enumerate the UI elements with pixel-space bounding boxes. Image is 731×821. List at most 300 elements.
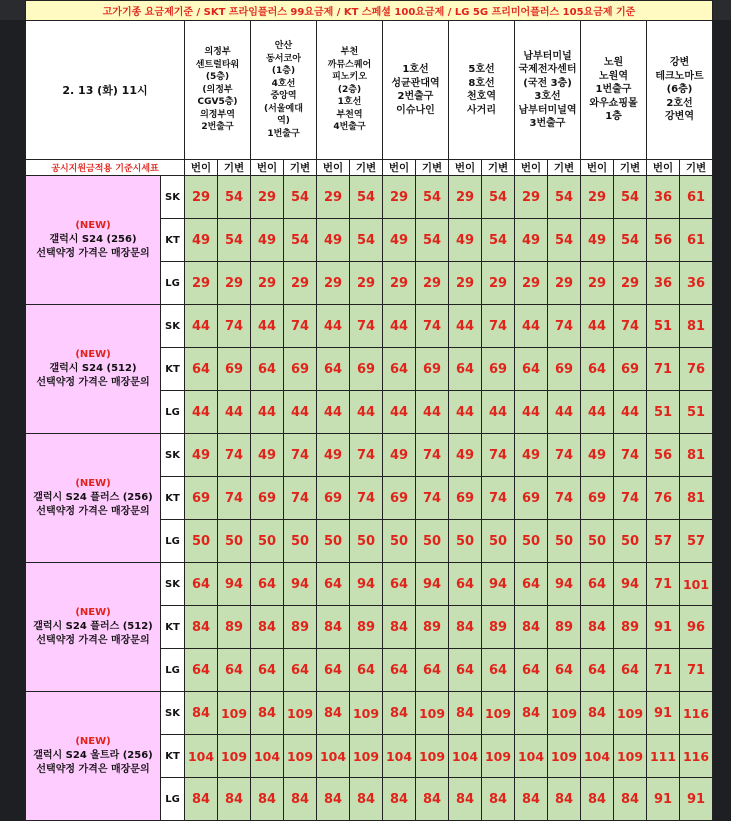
price-value: 49 [185, 434, 218, 477]
device-change-label: 기변 [284, 160, 317, 176]
price-value: 56 [647, 434, 680, 477]
store-header [317, 21, 383, 160]
price-value: 64 [614, 649, 647, 692]
price-value: 29 [383, 176, 416, 219]
price-value: 84 [383, 778, 416, 821]
price-value: 50 [482, 520, 515, 563]
price-value: 69 [251, 477, 284, 520]
price-value: 29 [317, 262, 350, 305]
price-value: 94 [284, 563, 317, 606]
price-value: 89 [284, 606, 317, 649]
device-change-label: 기변 [218, 160, 251, 176]
price-value: 57 [680, 520, 713, 563]
price-value: 29 [515, 262, 548, 305]
price-value: 29 [449, 262, 482, 305]
price-value: 84 [317, 778, 350, 821]
device-change-label: 기변 [416, 160, 449, 176]
price-value: 44 [614, 391, 647, 434]
price-value: 74 [284, 305, 317, 348]
price-value: 74 [482, 434, 515, 477]
price-value: 49 [581, 219, 614, 262]
price-value: 94 [482, 563, 515, 606]
price-value: 44 [317, 305, 350, 348]
store-line: 사거리 [467, 104, 496, 116]
table-row [26, 692, 713, 735]
price-value: 71 [647, 348, 680, 391]
price-value: 44 [581, 391, 614, 434]
price-value: 44 [185, 305, 218, 348]
price-value: 49 [383, 219, 416, 262]
phone-name: 갤럭시 S24 (512) [49, 363, 137, 374]
price-value: 76 [680, 348, 713, 391]
price-value: 61 [680, 219, 713, 262]
device-change-label: 기변 [680, 160, 713, 176]
store-line: 노원역 [599, 70, 628, 82]
price-value: 50 [581, 520, 614, 563]
price-value: 84 [449, 606, 482, 649]
price-value: 74 [350, 434, 383, 477]
price-value: 50 [416, 520, 449, 563]
price-value: 89 [614, 606, 647, 649]
price-value: 50 [515, 520, 548, 563]
store-line: 중앙역 [270, 91, 297, 101]
support-label: 공시지원금적용 기준시세표 [26, 160, 185, 176]
carrier-label: SK [161, 305, 185, 348]
price-value: 54 [350, 176, 383, 219]
price-value: 64 [251, 348, 284, 391]
price-value: 84 [350, 778, 383, 821]
price-value: 29 [185, 262, 218, 305]
price-value: 109 [350, 692, 383, 735]
price-value: 71 [647, 563, 680, 606]
store-line: (서울예대 [264, 103, 303, 114]
table-row [26, 563, 713, 606]
price-value: 91 [647, 692, 680, 735]
price-value: 29 [449, 176, 482, 219]
price-value: 84 [218, 778, 251, 821]
store-header [515, 21, 581, 160]
price-value: 29 [284, 262, 317, 305]
store-line: 피노키오 [332, 72, 367, 83]
price-value: 96 [680, 606, 713, 649]
price-value: 29 [383, 262, 416, 305]
carrier-label: LG [161, 649, 185, 692]
price-value: 44 [449, 391, 482, 434]
price-value: 69 [581, 477, 614, 520]
price-value: 91 [680, 778, 713, 821]
store-line: 5호선 [468, 64, 495, 75]
price-value: 36 [680, 262, 713, 305]
price-value: 84 [416, 778, 449, 821]
price-value: 29 [185, 176, 218, 219]
price-value: 50 [350, 520, 383, 563]
price-value: 89 [482, 606, 515, 649]
store-header [185, 21, 251, 160]
price-value: 44 [251, 305, 284, 348]
price-value: 29 [251, 262, 284, 305]
price-value: 54 [416, 219, 449, 262]
carrier-label: SK [161, 434, 185, 477]
store-line: 남부터미널역 [518, 104, 577, 116]
store-line: 국제전자센터 [518, 64, 577, 75]
price-value: 54 [482, 176, 515, 219]
price-value: 61 [680, 176, 713, 219]
price-value: 54 [548, 219, 581, 262]
price-value: 74 [284, 477, 317, 520]
price-value: 104 [515, 735, 548, 778]
price-value: 104 [317, 735, 350, 778]
store-line: CGV5층) [197, 97, 238, 108]
price-value: 84 [515, 606, 548, 649]
plan-banner: 고가기종 요금제기준 / SKT 프라임플러스 99요금제 / KT 스페셜 100요금제 / LG 5G 프리미어플러스 105요금제 기준 [26, 1, 713, 21]
price-value: 64 [383, 649, 416, 692]
price-value: 84 [548, 778, 581, 821]
contract-note: 선택약정 가격은 매장문의 [36, 506, 150, 517]
carrier-label: KT [161, 477, 185, 520]
price-value: 104 [185, 735, 218, 778]
phone-model-cell [26, 305, 161, 434]
price-value: 109 [350, 735, 383, 778]
store-line: 2번출구 [201, 122, 234, 133]
price-value: 74 [416, 305, 449, 348]
store-line: 4호선 [271, 78, 296, 89]
price-value: 54 [614, 219, 647, 262]
price-value: 74 [614, 434, 647, 477]
store-header [383, 21, 449, 160]
number-port-label: 번이 [383, 160, 416, 176]
price-value: 64 [548, 649, 581, 692]
price-value: 69 [284, 348, 317, 391]
price-value: 64 [515, 563, 548, 606]
price-value: 44 [284, 391, 317, 434]
price-value: 74 [350, 477, 383, 520]
price-value: 94 [548, 563, 581, 606]
store-header [647, 21, 713, 160]
price-value: 104 [383, 735, 416, 778]
price-value: 74 [548, 434, 581, 477]
price-value: 109 [614, 692, 647, 735]
price-value: 84 [185, 692, 218, 735]
store-line: (국전 3층) [523, 77, 572, 89]
price-value: 64 [284, 649, 317, 692]
store-header [581, 21, 647, 160]
phone-name: 갤럭시 S24 플러스 (512) [33, 621, 153, 632]
price-value: 74 [548, 477, 581, 520]
number-port-label: 번이 [185, 160, 218, 176]
price-table [25, 0, 713, 821]
device-change-label: 기변 [548, 160, 581, 176]
store-line: 부천 [340, 47, 359, 58]
price-value: 44 [317, 391, 350, 434]
price-value: 54 [218, 219, 251, 262]
price-value: 71 [647, 649, 680, 692]
price-value: 84 [383, 692, 416, 735]
store-line: 의정부 [204, 47, 231, 58]
price-value: 29 [581, 176, 614, 219]
price-value: 56 [647, 219, 680, 262]
carrier-label: KT [161, 606, 185, 649]
phone-model-cell [26, 434, 161, 563]
price-value: 29 [350, 262, 383, 305]
contract-note: 선택약정 가격은 매장문의 [36, 635, 150, 646]
store-line: (의정부 [202, 84, 233, 95]
price-value: 74 [614, 477, 647, 520]
price-value: 49 [251, 219, 284, 262]
price-value: 44 [383, 305, 416, 348]
phone-model-cell [26, 692, 161, 821]
store-line: 강변역 [665, 111, 694, 123]
price-value: 109 [284, 692, 317, 735]
price-value: 64 [482, 649, 515, 692]
price-value: 29 [548, 262, 581, 305]
price-value: 44 [548, 391, 581, 434]
price-value: 50 [614, 520, 647, 563]
price-value: 104 [581, 735, 614, 778]
price-value: 89 [548, 606, 581, 649]
price-value: 50 [317, 520, 350, 563]
price-value: 50 [449, 520, 482, 563]
price-value: 64 [317, 348, 350, 391]
price-value: 29 [416, 262, 449, 305]
price-value: 64 [515, 348, 548, 391]
price-value: 69 [614, 348, 647, 391]
number-port-label: 번이 [581, 160, 614, 176]
number-port-label: 번이 [251, 160, 284, 176]
carrier-label: LG [161, 520, 185, 563]
store-line: 안산 [274, 41, 293, 51]
price-value: 84 [317, 692, 350, 735]
carrier-label: LG [161, 391, 185, 434]
price-value: 74 [284, 434, 317, 477]
price-value: 74 [548, 305, 581, 348]
price-value: 64 [185, 649, 218, 692]
price-value: 29 [614, 262, 647, 305]
price-value: 81 [680, 477, 713, 520]
price-value: 74 [350, 305, 383, 348]
store-line: 1호선 [337, 97, 362, 108]
carrier-label: KT [161, 735, 185, 778]
carrier-label: KT [161, 348, 185, 391]
price-value: 50 [548, 520, 581, 563]
store-line: 1층 [605, 111, 622, 123]
price-value: 64 [449, 563, 482, 606]
store-line: 까뮤스퀘어 [327, 59, 372, 70]
price-value: 111 [647, 735, 680, 778]
store-line: 1번출구 [595, 84, 632, 96]
price-value: 44 [350, 391, 383, 434]
price-value: 50 [185, 520, 218, 563]
store-line: 동서코아 [266, 53, 301, 64]
price-value: 69 [515, 477, 548, 520]
price-value: 64 [449, 649, 482, 692]
price-value: 64 [185, 348, 218, 391]
price-value: 29 [218, 262, 251, 305]
price-value: 64 [251, 563, 284, 606]
price-value: 64 [581, 348, 614, 391]
price-value: 109 [416, 735, 449, 778]
price-value: 44 [185, 391, 218, 434]
price-value: 94 [218, 563, 251, 606]
contract-note: 선택약정 가격은 매장문의 [36, 248, 150, 259]
price-value: 84 [449, 778, 482, 821]
price-value: 29 [515, 176, 548, 219]
contract-note: 선택약정 가격은 매장문의 [36, 377, 150, 388]
price-value: 101 [680, 563, 713, 606]
price-value: 89 [218, 606, 251, 649]
price-value: 84 [614, 778, 647, 821]
price-value: 44 [416, 391, 449, 434]
carrier-label: LG [161, 262, 185, 305]
price-value: 84 [482, 778, 515, 821]
price-value: 54 [284, 219, 317, 262]
phone-model-cell [26, 176, 161, 305]
new-tag: (NEW) [75, 736, 111, 747]
carrier-label: KT [161, 219, 185, 262]
price-value: 74 [218, 305, 251, 348]
price-value: 29 [581, 262, 614, 305]
price-value: 29 [317, 176, 350, 219]
carrier-label: SK [161, 563, 185, 606]
price-value: 84 [185, 778, 218, 821]
new-tag: (NEW) [75, 220, 111, 231]
price-value: 54 [482, 219, 515, 262]
price-value: 91 [647, 778, 680, 821]
store-line: 강변 [669, 57, 690, 69]
price-value: 54 [284, 176, 317, 219]
store-line: 1호선 [402, 64, 429, 75]
price-value: 44 [482, 391, 515, 434]
price-value: 94 [614, 563, 647, 606]
price-value: 109 [482, 735, 515, 778]
price-value: 84 [317, 606, 350, 649]
carrier-label: LG [161, 778, 185, 821]
price-value: 74 [482, 305, 515, 348]
price-value: 84 [581, 692, 614, 735]
price-value: 64 [581, 563, 614, 606]
price-value: 94 [350, 563, 383, 606]
price-value: 94 [416, 563, 449, 606]
price-value: 49 [449, 434, 482, 477]
price-value: 64 [185, 563, 218, 606]
store-line: 부천역 [336, 109, 363, 120]
new-tag: (NEW) [75, 478, 111, 489]
price-value: 109 [416, 692, 449, 735]
price-value: 36 [647, 262, 680, 305]
price-value: 64 [581, 649, 614, 692]
price-value: 81 [680, 434, 713, 477]
price-value: 69 [317, 477, 350, 520]
price-value: 50 [218, 520, 251, 563]
price-value: 91 [647, 606, 680, 649]
price-value: 44 [515, 391, 548, 434]
store-line: 8호선 [468, 77, 495, 89]
carrier-label: SK [161, 692, 185, 735]
price-value: 84 [251, 692, 284, 735]
price-value: 84 [515, 778, 548, 821]
price-value: 64 [383, 348, 416, 391]
price-value: 76 [647, 477, 680, 520]
price-value: 109 [548, 692, 581, 735]
store-line: 3호선 [534, 91, 561, 102]
table-row [26, 305, 713, 348]
price-value: 109 [614, 735, 647, 778]
price-value: 64 [383, 563, 416, 606]
contract-note: 선택약정 가격은 매장문의 [36, 764, 150, 775]
price-value: 69 [482, 348, 515, 391]
store-line: 와우쇼핑몰 [589, 97, 638, 109]
price-value: 54 [218, 176, 251, 219]
price-value: 44 [581, 305, 614, 348]
price-value: 29 [482, 262, 515, 305]
price-value: 74 [218, 477, 251, 520]
price-value: 49 [317, 434, 350, 477]
store-line: 센트럴타워 [195, 59, 240, 70]
number-port-label: 번이 [515, 160, 548, 176]
store-line: 역) [277, 116, 290, 126]
store-line: (1층) [271, 66, 296, 76]
phone-model-cell [26, 563, 161, 692]
price-value: 104 [251, 735, 284, 778]
new-tag: (NEW) [75, 607, 111, 618]
store-line: 이슈나인 [396, 104, 435, 116]
price-value: 64 [251, 649, 284, 692]
price-value: 69 [548, 348, 581, 391]
store-line: 3번출구 [529, 118, 566, 129]
price-value: 54 [614, 176, 647, 219]
price-value: 109 [218, 735, 251, 778]
price-value: 69 [449, 477, 482, 520]
price-value: 64 [218, 649, 251, 692]
number-port-label: 번이 [647, 160, 680, 176]
price-value: 84 [581, 606, 614, 649]
price-value: 64 [350, 649, 383, 692]
price-value: 49 [449, 219, 482, 262]
price-value: 49 [581, 434, 614, 477]
price-value: 36 [647, 176, 680, 219]
number-port-label: 번이 [317, 160, 350, 176]
store-line: (6층) [666, 84, 693, 96]
store-line: (5층) [205, 72, 230, 83]
price-value: 109 [284, 735, 317, 778]
price-value: 116 [680, 735, 713, 778]
price-value: 64 [317, 649, 350, 692]
store-line: 테크노마트 [655, 70, 704, 82]
price-value: 69 [218, 348, 251, 391]
price-value: 84 [383, 606, 416, 649]
device-change-label: 기변 [482, 160, 515, 176]
price-value: 84 [515, 692, 548, 735]
price-value: 49 [185, 219, 218, 262]
store-header [251, 21, 317, 160]
price-value: 44 [449, 305, 482, 348]
price-value: 109 [482, 692, 515, 735]
phone-name: 갤럭시 S24 플러스 (256) [33, 492, 153, 503]
store-header [449, 21, 515, 160]
new-tag: (NEW) [75, 349, 111, 360]
price-value: 71 [680, 649, 713, 692]
price-value: 69 [350, 348, 383, 391]
store-line: 2번출구 [397, 91, 434, 102]
device-change-label: 기변 [350, 160, 383, 176]
price-value: 54 [350, 219, 383, 262]
price-value: 69 [416, 348, 449, 391]
store-line: 노원 [603, 57, 624, 69]
price-value: 64 [416, 649, 449, 692]
price-value: 49 [251, 434, 284, 477]
price-value: 54 [548, 176, 581, 219]
price-value: 74 [218, 434, 251, 477]
table-row [26, 434, 713, 477]
